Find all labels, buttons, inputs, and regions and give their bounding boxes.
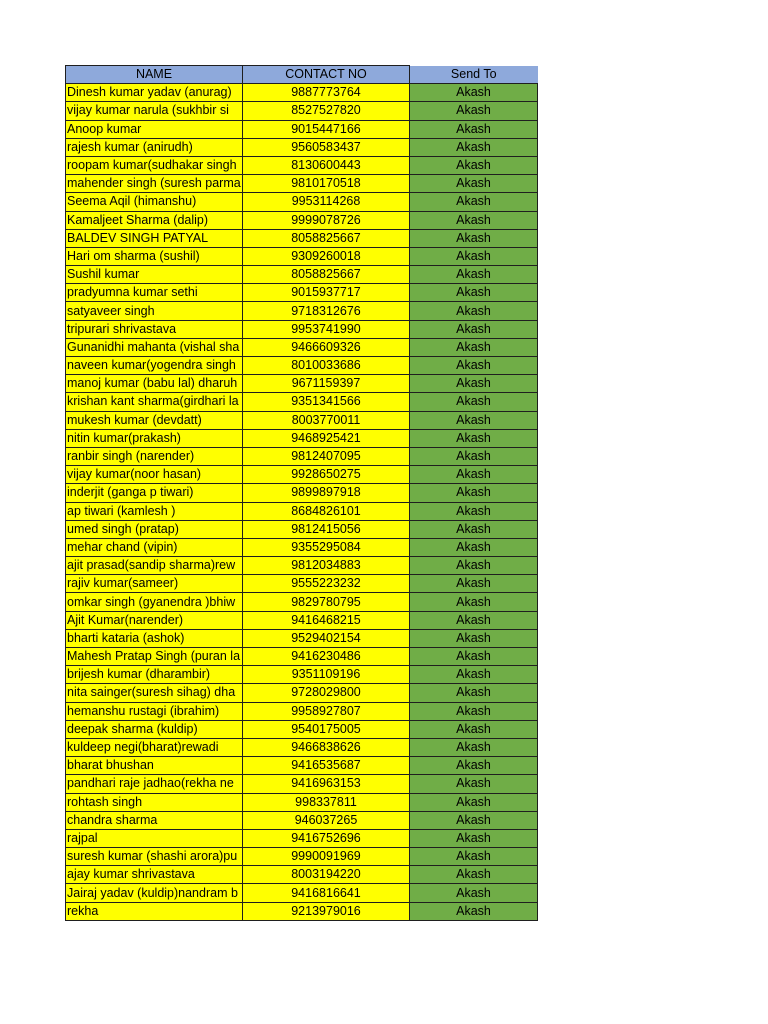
- table-row: [66, 884, 538, 902]
- name-cell[interactable]: Seema Aqil (himanshu): [66, 193, 243, 211]
- table-row: [66, 702, 538, 720]
- name-cell[interactable]: rajiv kumar(sameer): [66, 575, 243, 593]
- name-cell[interactable]: nitin kumar(prakash): [66, 429, 243, 447]
- name-cell[interactable]: roopam kumar(sudhakar singh: [66, 156, 243, 174]
- send-to-cell[interactable]: Akash: [410, 302, 538, 320]
- contact-cell[interactable]: 9958927807: [243, 702, 410, 720]
- send-to-cell[interactable]: Akash: [410, 629, 538, 647]
- send-to-cell[interactable]: Akash: [410, 611, 538, 629]
- name-cell[interactable]: krishan kant sharma(girdhari la: [66, 393, 243, 411]
- contact-cell[interactable]: 9810170518: [243, 175, 410, 193]
- contact-cell[interactable]: 9351109196: [243, 666, 410, 684]
- table-row: [66, 666, 538, 684]
- send-to-cell[interactable]: Akash: [410, 484, 538, 502]
- send-to-cell[interactable]: Akash: [410, 320, 538, 338]
- table-row: [66, 484, 538, 502]
- send-to-cell[interactable]: Akash: [410, 247, 538, 265]
- name-cell[interactable]: ajit prasad(sandip sharma)rew: [66, 557, 243, 575]
- send-to-cell[interactable]: Akash: [410, 866, 538, 884]
- name-cell[interactable]: satyaveer singh: [66, 302, 243, 320]
- table-row: [66, 193, 538, 211]
- table-row: [66, 557, 538, 575]
- name-cell[interactable]: BALDEV SINGH PATYAL: [66, 229, 243, 247]
- name-cell[interactable]: manoj kumar (babu lal) dharuh: [66, 375, 243, 393]
- send-to-cell[interactable]: Akash: [410, 120, 538, 138]
- contact-cell[interactable]: 9560583437: [243, 138, 410, 156]
- send-to-cell[interactable]: Akash: [410, 411, 538, 429]
- name-cell[interactable]: Anoop kumar: [66, 120, 243, 138]
- contact-cell[interactable]: 8003194220: [243, 866, 410, 884]
- contact-cell[interactable]: 9540175005: [243, 720, 410, 738]
- send-to-cell[interactable]: Akash: [410, 175, 538, 193]
- contact-cell[interactable]: 9416535687: [243, 757, 410, 775]
- contact-cell[interactable]: 9416230486: [243, 648, 410, 666]
- table-row: [66, 266, 538, 284]
- header-row: [66, 66, 538, 84]
- send-to-cell[interactable]: Akash: [410, 738, 538, 756]
- contact-cell[interactable]: 9416752696: [243, 829, 410, 847]
- name-cell[interactable]: chandra sharma: [66, 811, 243, 829]
- send-to-cell[interactable]: Akash: [410, 557, 538, 575]
- send-to-cell[interactable]: Akash: [410, 811, 538, 829]
- name-cell[interactable]: mehar chand (vipin): [66, 538, 243, 556]
- table-row: [66, 738, 538, 756]
- contact-cell[interactable]: 9953114268: [243, 193, 410, 211]
- name-column-header[interactable]: NAME: [66, 66, 243, 84]
- name-cell[interactable]: kuldeep negi(bharat)rewadi: [66, 738, 243, 756]
- contact-cell[interactable]: 9728029800: [243, 684, 410, 702]
- send-to-cell[interactable]: Akash: [410, 684, 538, 702]
- contact-cell[interactable]: 9999078726: [243, 211, 410, 229]
- contact-cell[interactable]: 9416816641: [243, 884, 410, 902]
- send-to-cell[interactable]: Akash: [410, 138, 538, 156]
- contact-cell[interactable]: 8058825667: [243, 266, 410, 284]
- send-to-column-header[interactable]: Send To: [410, 66, 538, 84]
- contact-cell[interactable]: 9468925421: [243, 429, 410, 447]
- send-to-cell[interactable]: Akash: [410, 720, 538, 738]
- name-cell[interactable]: pradyumna kumar sethi: [66, 284, 243, 302]
- contact-cell[interactable]: 9466838626: [243, 738, 410, 756]
- table-row: [66, 648, 538, 666]
- send-to-cell[interactable]: Akash: [410, 375, 538, 393]
- contacts-table: [65, 65, 538, 921]
- name-cell[interactable]: Hari om sharma (sushil): [66, 247, 243, 265]
- contact-cell[interactable]: 9416468215: [243, 611, 410, 629]
- name-cell[interactable]: naveen kumar(yogendra singh: [66, 357, 243, 375]
- table-row: [66, 375, 538, 393]
- table-row: [66, 866, 538, 884]
- send-to-cell[interactable]: Akash: [410, 211, 538, 229]
- contact-cell[interactable]: 8010033686: [243, 357, 410, 375]
- contact-cell[interactable]: 9015447166: [243, 120, 410, 138]
- table-row: [66, 302, 538, 320]
- send-to-cell[interactable]: Akash: [410, 429, 538, 447]
- name-cell[interactable]: rajpal: [66, 829, 243, 847]
- name-cell[interactable]: hemanshu rustagi (ibrahim): [66, 702, 243, 720]
- contact-cell[interactable]: 8130600443: [243, 156, 410, 174]
- contact-cell[interactable]: 9928650275: [243, 466, 410, 484]
- contact-cell[interactable]: 9355295084: [243, 538, 410, 556]
- name-cell[interactable]: rekha: [66, 902, 243, 920]
- table-row: [66, 720, 538, 738]
- contact-cell[interactable]: 9953741990: [243, 320, 410, 338]
- contact-cell[interactable]: 9887773764: [243, 84, 410, 102]
- contact-cell[interactable]: 8058825667: [243, 229, 410, 247]
- spreadsheet: [65, 65, 537, 921]
- send-to-cell[interactable]: Akash: [410, 702, 538, 720]
- send-to-cell[interactable]: Akash: [410, 829, 538, 847]
- name-cell[interactable]: rajesh kumar (anirudh): [66, 138, 243, 156]
- name-cell[interactable]: ajay kumar shrivastava: [66, 866, 243, 884]
- send-to-cell[interactable]: Akash: [410, 266, 538, 284]
- table-row: [66, 84, 538, 102]
- contact-cell[interactable]: 9671159397: [243, 375, 410, 393]
- send-to-cell[interactable]: Akash: [410, 520, 538, 538]
- table-row: [66, 466, 538, 484]
- name-cell[interactable]: rohtash singh: [66, 793, 243, 811]
- table-row: [66, 120, 538, 138]
- name-cell[interactable]: omkar singh (gyanendra )bhiw: [66, 593, 243, 611]
- send-to-cell[interactable]: Akash: [410, 648, 538, 666]
- table-row: [66, 848, 538, 866]
- name-cell[interactable]: Kamaljeet Sharma (dalip): [66, 211, 243, 229]
- table-row: [66, 902, 538, 920]
- table-row: [66, 629, 538, 647]
- contact-cell[interactable]: 946037265: [243, 811, 410, 829]
- table-row: [66, 357, 538, 375]
- table-body: [66, 84, 538, 921]
- table-row: [66, 611, 538, 629]
- table-row: [66, 447, 538, 465]
- contact-cell[interactable]: 9718312676: [243, 302, 410, 320]
- send-to-cell[interactable]: Akash: [410, 593, 538, 611]
- send-to-cell[interactable]: Akash: [410, 757, 538, 775]
- table-row: [66, 520, 538, 538]
- name-cell[interactable]: vijay kumar(noor hasan): [66, 466, 243, 484]
- name-cell[interactable]: pandhari raje jadhao(rekha ne: [66, 775, 243, 793]
- send-to-cell[interactable]: Akash: [410, 666, 538, 684]
- send-to-cell[interactable]: Akash: [410, 502, 538, 520]
- contact-cell[interactable]: 9416963153: [243, 775, 410, 793]
- name-cell[interactable]: bharat bhushan: [66, 757, 243, 775]
- table-row: [66, 538, 538, 556]
- name-cell[interactable]: bharti kataria (ashok): [66, 629, 243, 647]
- name-cell[interactable]: umed singh (pratap): [66, 520, 243, 538]
- contact-cell[interactable]: 9812415056: [243, 520, 410, 538]
- send-to-cell[interactable]: Akash: [410, 284, 538, 302]
- name-cell[interactable]: nita sainger(suresh sihag) dha: [66, 684, 243, 702]
- table-row: [66, 502, 538, 520]
- name-cell[interactable]: ap tiwari (kamlesh ): [66, 502, 243, 520]
- table-row: [66, 811, 538, 829]
- send-to-cell[interactable]: Akash: [410, 466, 538, 484]
- table-row: [66, 793, 538, 811]
- contact-cell[interactable]: 9812034883: [243, 557, 410, 575]
- name-cell[interactable]: Ajit Kumar(narender): [66, 611, 243, 629]
- send-to-cell[interactable]: Akash: [410, 575, 538, 593]
- table-row: [66, 247, 538, 265]
- name-cell[interactable]: mukesh kumar (devdatt): [66, 411, 243, 429]
- table-row: [66, 593, 538, 611]
- table-row: [66, 575, 538, 593]
- send-to-cell[interactable]: Akash: [410, 102, 538, 120]
- table-row: [66, 338, 538, 356]
- contact-cell[interactable]: 9555223232: [243, 575, 410, 593]
- send-to-cell[interactable]: Akash: [410, 156, 538, 174]
- table-row: [66, 156, 538, 174]
- contact-cell[interactable]: 998337811: [243, 793, 410, 811]
- table-row: [66, 757, 538, 775]
- table-row: [66, 102, 538, 120]
- name-cell[interactable]: ranbir singh (narender): [66, 447, 243, 465]
- contact-cell[interactable]: 8527527820: [243, 102, 410, 120]
- name-cell[interactable]: suresh kumar (shashi arora)pu: [66, 848, 243, 866]
- send-to-cell[interactable]: Akash: [410, 848, 538, 866]
- send-to-cell[interactable]: Akash: [410, 357, 538, 375]
- contact-cell[interactable]: 8003770011: [243, 411, 410, 429]
- contact-cell[interactable]: 9899897918: [243, 484, 410, 502]
- contact-cell[interactable]: 9990091969: [243, 848, 410, 866]
- contact-cell[interactable]: 9351341566: [243, 393, 410, 411]
- send-to-cell[interactable]: Akash: [410, 902, 538, 920]
- contact-cell[interactable]: 9466609326: [243, 338, 410, 356]
- name-cell[interactable]: Gunanidhi mahanta (vishal sha: [66, 338, 243, 356]
- contact-cell[interactable]: 9213979016: [243, 902, 410, 920]
- contact-cell[interactable]: 9529402154: [243, 629, 410, 647]
- send-to-cell[interactable]: Akash: [410, 538, 538, 556]
- name-cell[interactable]: deepak sharma (kuldip): [66, 720, 243, 738]
- table-row: [66, 411, 538, 429]
- name-cell[interactable]: Jairaj yadav (kuldip)nandram b: [66, 884, 243, 902]
- name-cell[interactable]: mahender singh (suresh parma: [66, 175, 243, 193]
- send-to-cell[interactable]: Akash: [410, 84, 538, 102]
- table-row: [66, 429, 538, 447]
- table-row: [66, 775, 538, 793]
- send-to-cell[interactable]: Akash: [410, 447, 538, 465]
- table-row: [66, 393, 538, 411]
- name-cell[interactable]: Sushil kumar: [66, 266, 243, 284]
- send-to-cell[interactable]: Akash: [410, 775, 538, 793]
- table-row: [66, 684, 538, 702]
- send-to-cell[interactable]: Akash: [410, 193, 538, 211]
- contact-cell[interactable]: 9829780795: [243, 593, 410, 611]
- send-to-cell[interactable]: Akash: [410, 793, 538, 811]
- send-to-cell[interactable]: Akash: [410, 884, 538, 902]
- table-row: [66, 229, 538, 247]
- contact-cell[interactable]: 8684826101: [243, 502, 410, 520]
- name-cell[interactable]: inderjit (ganga p tiwari): [66, 484, 243, 502]
- send-to-cell[interactable]: Akash: [410, 338, 538, 356]
- table-row: [66, 138, 538, 156]
- table-row: [66, 320, 538, 338]
- send-to-cell[interactable]: Akash: [410, 393, 538, 411]
- name-cell[interactable]: Mahesh Pratap Singh (puran la: [66, 648, 243, 666]
- contact-cell[interactable]: 9015937717: [243, 284, 410, 302]
- contact-cell[interactable]: 9812407095: [243, 447, 410, 465]
- contact-cell[interactable]: 9309260018: [243, 247, 410, 265]
- name-cell[interactable]: Dinesh kumar yadav (anurag): [66, 84, 243, 102]
- table-row: [66, 175, 538, 193]
- name-cell[interactable]: tripurari shrivastava: [66, 320, 243, 338]
- table-row: [66, 284, 538, 302]
- name-cell[interactable]: vijay kumar narula (sukhbir si: [66, 102, 243, 120]
- send-to-cell[interactable]: Akash: [410, 229, 538, 247]
- table-row: [66, 829, 538, 847]
- table-row: [66, 211, 538, 229]
- name-cell[interactable]: brijesh kumar (dharambir): [66, 666, 243, 684]
- contact-column-header[interactable]: CONTACT NO: [243, 66, 410, 84]
